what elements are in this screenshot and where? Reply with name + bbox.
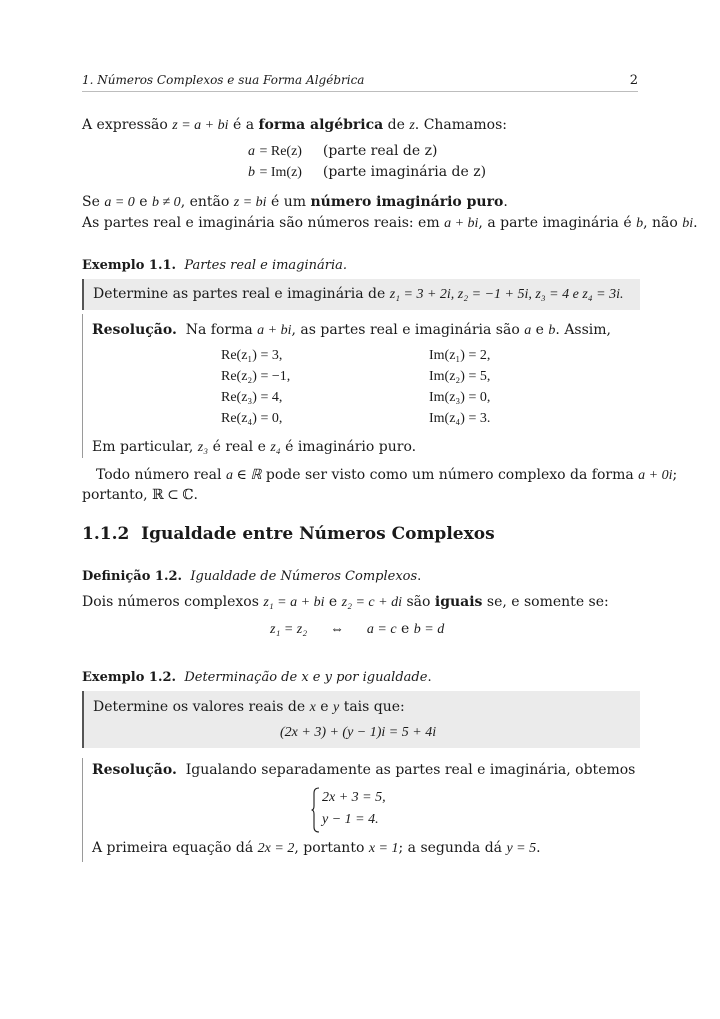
- page-number: 2: [629, 73, 638, 88]
- definition-equivalence: z₁ = z₂ ⇔ a = c e b = d: [270, 621, 445, 637]
- iff-arrow: ⇔: [329, 622, 344, 637]
- result-row: Re(z₄) = 0, Im(z₄) = 3.: [221, 410, 491, 426]
- system-eq-1: 2x + 3 = 5,: [322, 790, 386, 805]
- reals-note-line-1: Todo número real a ∈ ℝ pode ser visto como um número complexo da forma a + 0i;: [96, 467, 678, 483]
- section-heading: [82, 524, 495, 544]
- system-eq-2: y − 1 = 4.: [322, 812, 379, 827]
- definition-heading: Definição 1.2. Igualdade de Números Complexos.: [82, 569, 422, 584]
- result-row: Re(z₁) = 3, Im(z₁) = 2,: [221, 347, 491, 363]
- definition-rows: [248, 143, 486, 185]
- result-row: Re(z₃) = 4, Im(z₃) = 0,: [221, 389, 491, 405]
- example-1-solution-intro: Resolução. Na forma a + bi, as partes real e imaginária são a e b. Assim,: [92, 322, 612, 338]
- example-2-final: A primeira equação dá 2x = 2, portanto x = 1; a segunda dá y = 5.: [92, 840, 541, 856]
- example-2-heading: Exemplo 1.2. Determinação de x e y por igualdade.: [82, 670, 432, 685]
- statement-equation: (2x + 3) + (y − 1)i = 5 + 4i: [280, 725, 437, 740]
- result-row: Re(z₂) = −1, Im(z₂) = 5,: [221, 368, 491, 384]
- example-2-solution-bar: [82, 758, 83, 862]
- example-1-heading: Exemplo 1.1. Partes real e imaginária.: [82, 258, 348, 273]
- def-row-imag: b = Im(z) (parte imaginária de z): [248, 164, 487, 180]
- term-iguais: iguais: [434, 594, 483, 610]
- header-rule: [82, 91, 638, 92]
- term-imaginario-puro: número imaginário puro: [310, 194, 504, 210]
- reals-note-line-2: portanto, ℝ ⊂ ℂ.: [82, 487, 198, 503]
- example-1-conclusion: Em particular, z₃ é real e z₄ é imaginário puro.: [92, 439, 417, 455]
- def-row-real: a = Re(z) (parte real de z): [248, 143, 438, 159]
- intro-line-1: A expressão z = a + bi é a forma algébrica de z. Chamamos:: [82, 117, 507, 133]
- formula-z: z = a + bi: [172, 118, 229, 133]
- example-2-solution-intro: Resolução. Igualando separadamente as partes real e imaginária, obtemos: [92, 762, 636, 778]
- example-2-statement: Determine os valores reais de x e y tais que: (2x + 3) + (y − 1)i = 5 + 4i: [82, 691, 640, 748]
- pure-imaginary-line: Se a = 0 e b ≠ 0, então z = bi é um número imaginário puro.: [82, 194, 508, 210]
- example-1-results: [221, 345, 490, 429]
- statement-math: z₁ = 3 + 2i, z₂ = −1 + 5i, z₃ = 4 e z₄ = 3i.: [389, 287, 624, 302]
- parts-line: As partes real e imaginária são números reais: em a + bi, a parte imaginária é b, não bi.: [82, 215, 698, 231]
- section-number: 1.1.2: [82, 524, 130, 544]
- term-forma-algebrica: forma algébrica: [258, 117, 384, 133]
- running-header-title: 1. Números Complexos e sua Forma Algébrica: [82, 73, 365, 87]
- example-1-statement: Determine as partes real e imaginária de z₁ = 3 + 2i, z₂ = −1 + 5i, z₃ = 4 e z₄ = 3i.: [82, 279, 640, 310]
- section-title: Igualdade entre Números Complexos: [141, 524, 495, 544]
- example-1-solution-bar: [82, 314, 83, 458]
- document-page: [82, 0, 698, 1019]
- left-brace-icon: [311, 787, 321, 833]
- definition-text: Dois números complexos z₁ = a + bi e z₂ = c + di são iguais se, e somente se:: [82, 594, 609, 610]
